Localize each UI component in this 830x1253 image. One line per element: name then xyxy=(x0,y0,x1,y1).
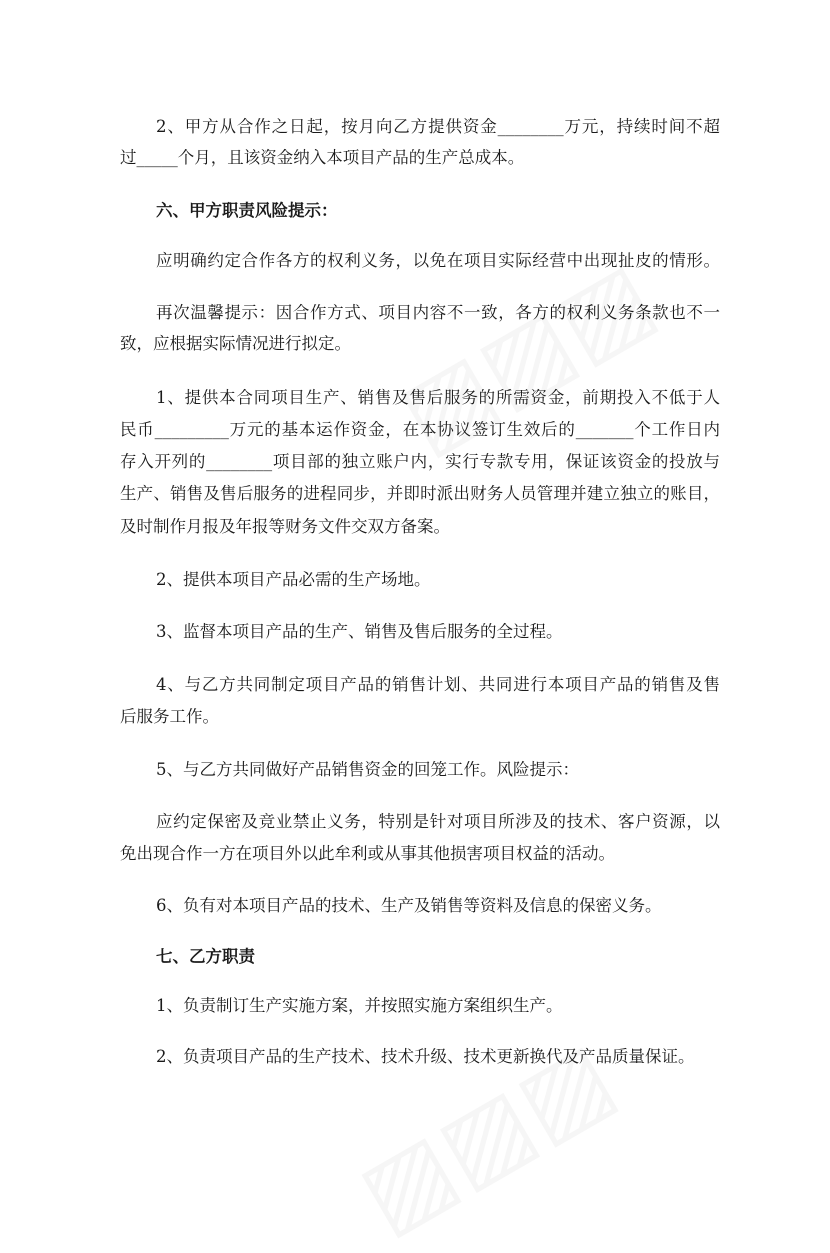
paragraph-line: 应明确约定合作各方的权利义务，以免在项目实际经营中出现扯皮的情形。 xyxy=(156,251,720,270)
paragraph-line: 5、与乙方共同做好产品销售资金的回笼工作。风险提示： xyxy=(156,760,579,779)
section-heading-7: 七、乙方职责 xyxy=(156,947,255,966)
paragraph-line: 过_____个月，且该资金纳入本项目产品的生产总成本。 xyxy=(120,148,525,167)
paragraph-line: 生产、销售及售后服务的进程同步，并即时派出财务人员管理并建立独立的账目， xyxy=(120,484,720,503)
paragraph-line: 致，应根据实际情况进行拟定。 xyxy=(120,334,351,353)
paragraph-line: 1、负责制订生产实施方案，并按照实施方案组织生产。 xyxy=(156,996,563,1015)
paragraph-line: 及时制作月报及年报等财务文件交双方备案。 xyxy=(120,517,450,536)
section-heading-6: 六、甲方职责风险提示： xyxy=(156,201,338,220)
paragraph-line: 2、负责项目产品的生产技术、技术升级、技术更新换代及产品质量保证。 xyxy=(156,1047,695,1066)
paragraph-line: 6、负有对本项目产品的技术、生产及销售等资料及信息的保密义务。 xyxy=(156,896,662,915)
paragraph-line: 免出现合作一方在项目外以此牟利或从事其他损害项目权益的活动。 xyxy=(120,844,615,863)
paragraph-line: 再次温馨提示：因合作方式、项目内容不一致，各方的权利义务条款也不一 xyxy=(156,303,720,322)
paragraph-line: 4、与乙方共同制定项目产品的销售计划、共同进行本项目产品的销售及售 xyxy=(156,675,720,694)
paragraph-line: 民币_________万元的基本运作资金，在本协议签订生效后的_______个工作日内 xyxy=(120,420,720,439)
paragraph-line: 2、提供本项目产品必需的生产场地。 xyxy=(156,570,431,589)
paragraph-line: 后服务工作。 xyxy=(120,707,219,726)
paragraph-line: 3、监督本项目产品的生产、销售及售后服务的全过程。 xyxy=(156,622,563,641)
paragraph-line: 存入开列的________项目部的独立账户内，实行专款专用，保证该资金的投放与 xyxy=(120,452,720,471)
paragraph-line: 应约定保密及竞业禁止义务，特别是针对项目所涉及的技术、客户资源，以 xyxy=(156,812,720,831)
paragraph-line: 2、甲方从合作之日起，按月向乙方提供资金________万元，持续时间不超 xyxy=(156,117,720,136)
paragraph-line: 1、提供本合同项目生产、销售及售后服务的所需资金，前期投入不低于人 xyxy=(156,388,720,407)
